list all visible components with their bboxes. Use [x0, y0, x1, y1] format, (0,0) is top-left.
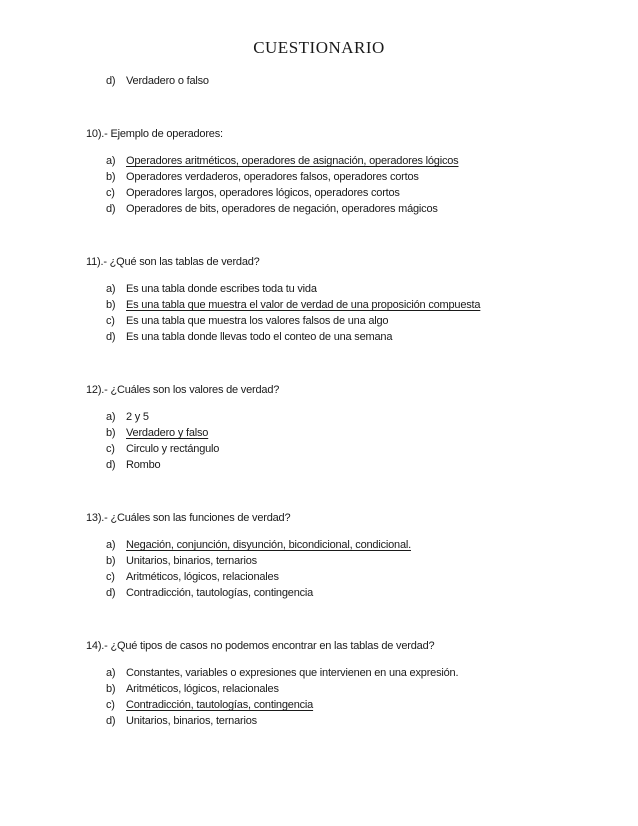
option-text: Circulo y rectángulo	[126, 443, 220, 455]
option-letter: d)	[106, 203, 116, 215]
option-letter: c)	[106, 443, 115, 455]
option-text-correct: Operadores aritméticos, operadores de asignación, operadores lógicos	[126, 155, 459, 167]
option-text: Operadores largos, operadores lógicos, operadores cortos	[126, 187, 400, 199]
option-text: Contradicción, tautologías, contingencia	[126, 587, 314, 599]
option-letter: b)	[106, 555, 116, 567]
question-prompt: 12).- ¿Cuáles son los valores de verdad?	[86, 384, 280, 396]
option-letter: d)	[106, 75, 116, 87]
option-text: Rombo	[126, 459, 161, 471]
page-title: CUESTIONARIO	[253, 38, 385, 57]
option-text: Aritméticos, lógicos, relacionales	[126, 683, 279, 695]
option-text: Constantes, variables o expresiones que intervienen en una expresión.	[126, 667, 459, 679]
question-prompt: 13).- ¿Cuáles son las funciones de verdad?	[86, 512, 291, 524]
question-prompt: 11).- ¿Qué son las tablas de verdad?	[86, 256, 260, 268]
option-letter: b)	[106, 171, 116, 183]
option-letter: a)	[106, 283, 116, 295]
option-text-correct: Contradicción, tautologías, contingencia	[126, 699, 314, 711]
option-letter: a)	[106, 539, 116, 551]
option-letter: a)	[106, 667, 116, 679]
option-letter: a)	[106, 155, 116, 167]
option-text-correct: Es una tabla que muestra el valor de verdad de una proposición compuesta	[126, 299, 481, 311]
option-letter: c)	[106, 571, 115, 583]
option-text: Unitarios, binarios, ternarios	[126, 555, 257, 567]
option-text: 2 y 5	[126, 411, 149, 423]
option-letter: c)	[106, 699, 115, 711]
option-text: Verdadero o falso	[126, 75, 209, 87]
option-letter: d)	[106, 715, 116, 727]
option-text-correct: Negación, conjunción, disyunción, bicondicional, condicional.	[126, 539, 411, 551]
option-letter: d)	[106, 459, 116, 471]
question-prompt: 14).- ¿Qué tipos de casos no podemos encontrar en las tablas de verdad?	[86, 640, 435, 652]
option-text: Es una tabla donde llevas todo el conteo de una semana	[126, 331, 393, 343]
option-text: Operadores verdaderos, operadores falsos, operadores cortos	[126, 171, 419, 183]
option-text: Es una tabla donde escribes toda tu vida	[126, 283, 317, 295]
option-text: Unitarios, binarios, ternarios	[126, 715, 257, 727]
option-text: Operadores de bits, operadores de negación, operadores mágicos	[126, 203, 438, 215]
option-letter: b)	[106, 299, 116, 311]
option-letter: b)	[106, 683, 116, 695]
option-letter: d)	[106, 331, 116, 343]
question-prompt: 10).- Ejemplo de operadores:	[86, 128, 223, 140]
option-letter: c)	[106, 315, 115, 327]
option-text: Aritméticos, lógicos, relacionales	[126, 571, 279, 583]
option-letter: a)	[106, 411, 116, 423]
option-letter: c)	[106, 187, 115, 199]
option-text-correct: Verdadero y falso	[126, 427, 209, 439]
option-letter: d)	[106, 587, 116, 599]
option-letter: b)	[106, 427, 116, 439]
option-text: Es una tabla que muestra los valores falsos de una algo	[126, 315, 389, 327]
